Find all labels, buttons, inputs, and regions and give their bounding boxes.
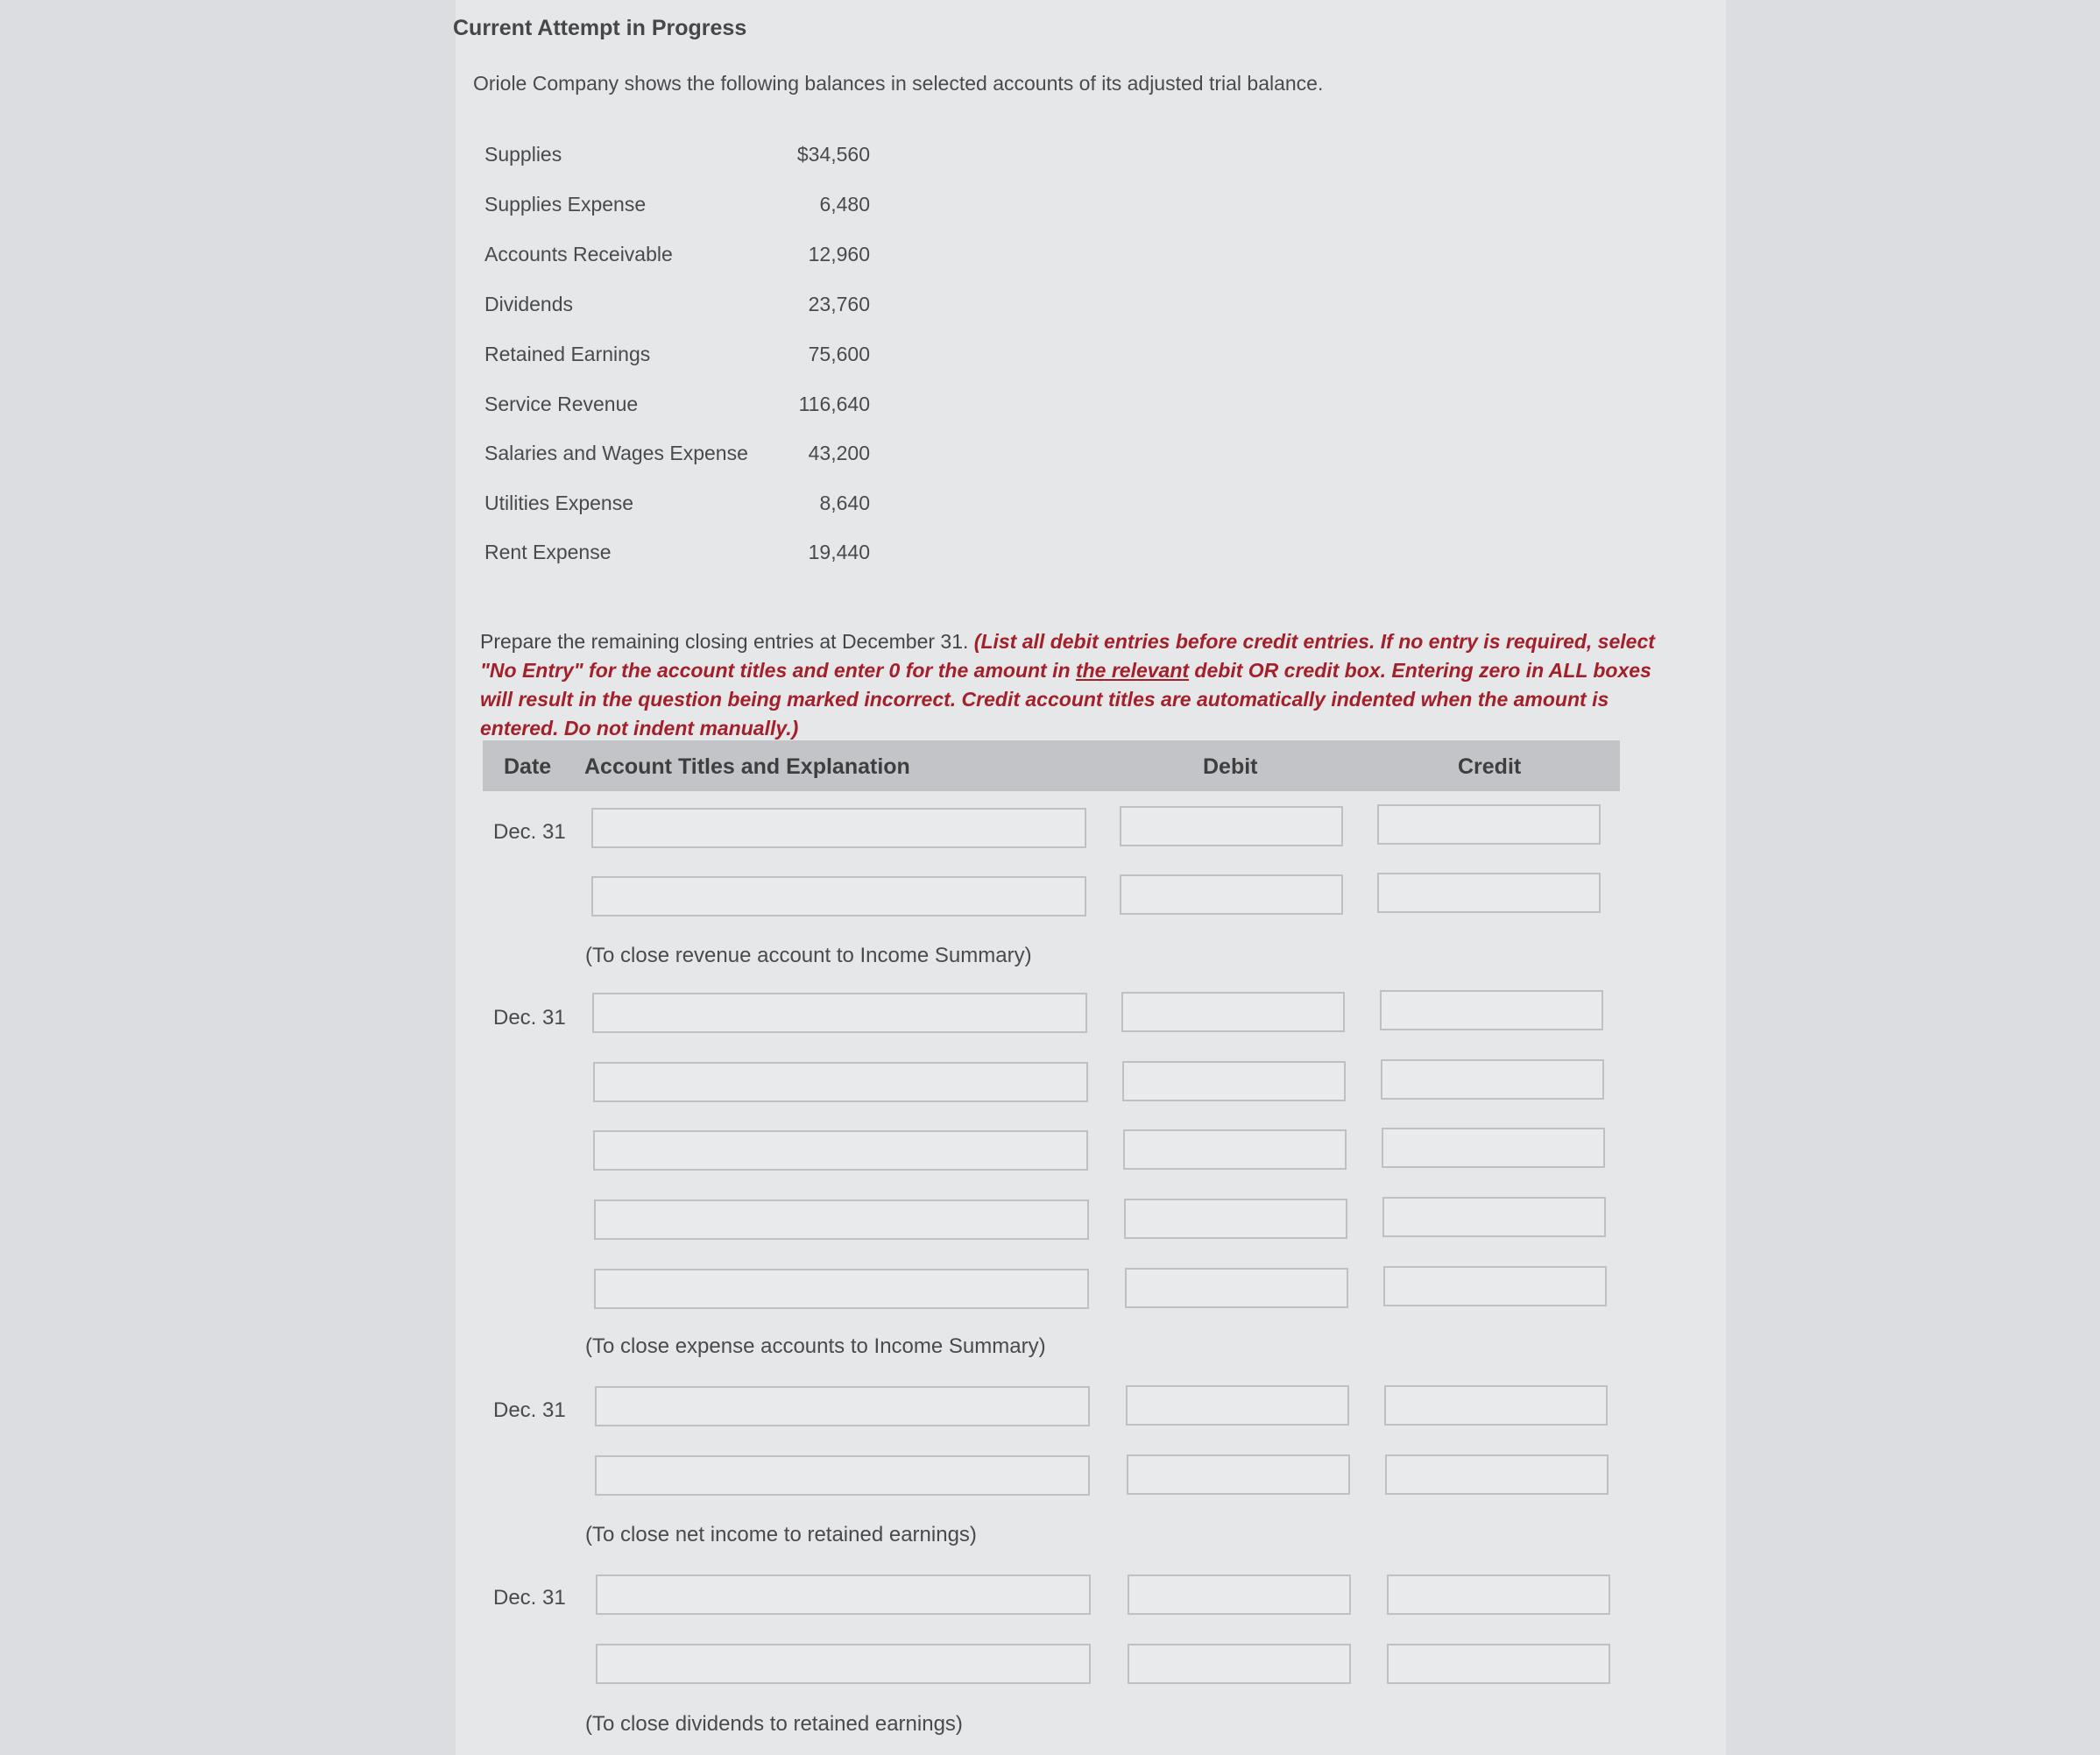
debit-field[interactable] bbox=[1128, 1644, 1351, 1684]
balance-row bbox=[484, 541, 870, 576]
debit-field[interactable] bbox=[1127, 1454, 1350, 1495]
debit-field[interactable] bbox=[1121, 992, 1345, 1032]
entry-date: Dec. 31 bbox=[493, 1398, 566, 1422]
balance-account: Service Revenue bbox=[484, 393, 639, 415]
instructions-red-b: debit OR credit box. Entering zero in ALL boxes will result in the question being marked incorrect. Credit account titles are automatically indented when the amount is entered. Do not indent manually.) bbox=[480, 659, 1651, 740]
account-title-field[interactable] bbox=[596, 1575, 1091, 1615]
credit-field[interactable] bbox=[1382, 1128, 1605, 1168]
instructions bbox=[480, 627, 1689, 743]
instructions-red-underline: the relevant bbox=[1075, 659, 1190, 682]
balance-account: Rent Expense bbox=[484, 541, 612, 563]
account-title-field[interactable] bbox=[592, 993, 1087, 1033]
debit-field[interactable] bbox=[1122, 1061, 1346, 1101]
credit-field[interactable] bbox=[1387, 1644, 1610, 1684]
balance-row bbox=[484, 293, 870, 328]
entry-date: Dec. 31 bbox=[493, 1006, 566, 1030]
debit-field[interactable] bbox=[1126, 1385, 1349, 1426]
balance-account: Dividends bbox=[484, 293, 573, 315]
balance-account: Salaries and Wages Expense bbox=[484, 442, 748, 464]
account-title-field[interactable] bbox=[593, 1130, 1088, 1171]
balance-amount: 43,200 bbox=[808, 442, 870, 464]
balance-row bbox=[484, 393, 870, 428]
balance-account: Accounts Receivable bbox=[484, 243, 673, 265]
debit-field[interactable] bbox=[1124, 1199, 1347, 1239]
debit-field[interactable] bbox=[1120, 806, 1343, 846]
credit-field[interactable] bbox=[1383, 1266, 1607, 1306]
balance-amount: 6,480 bbox=[819, 193, 870, 216]
entry-explanation: (To close dividends to retained earnings) bbox=[585, 1712, 963, 1736]
instructions-red-a: (List all debit entries before credit entries. If no entry is required, select "No Entry" for the account titles and enter 0 for the amount in bbox=[480, 630, 1655, 682]
header-debit: Debit bbox=[1203, 754, 1258, 779]
credit-field[interactable] bbox=[1384, 1385, 1608, 1426]
balance-row bbox=[484, 442, 870, 477]
entry-date: Dec. 31 bbox=[493, 1586, 566, 1610]
balance-amount: 23,760 bbox=[808, 293, 870, 315]
balance-row bbox=[484, 492, 870, 527]
debit-field[interactable] bbox=[1123, 1129, 1347, 1170]
header-credit: Credit bbox=[1458, 754, 1522, 779]
balance-amount: $34,560 bbox=[796, 143, 870, 166]
account-title-field[interactable] bbox=[596, 1644, 1091, 1684]
entry-explanation: (To close net income to retained earnings) bbox=[585, 1523, 977, 1546]
instructions-plain: Prepare the remaining closing entries at December 31. bbox=[480, 630, 974, 653]
balance-account: Retained Earnings bbox=[484, 343, 651, 365]
intro-text: Oriole Company shows the following balances in selected accounts of its adjusted trial balance. bbox=[473, 72, 1324, 95]
balance-account: Supplies bbox=[484, 143, 562, 166]
credit-field[interactable] bbox=[1377, 804, 1601, 845]
credit-field[interactable] bbox=[1381, 1059, 1604, 1100]
balance-amount: 12,960 bbox=[808, 243, 870, 265]
debit-field[interactable] bbox=[1125, 1268, 1348, 1308]
credit-field[interactable] bbox=[1380, 990, 1603, 1030]
balance-account: Utilities Expense bbox=[484, 492, 634, 514]
credit-field[interactable] bbox=[1377, 873, 1601, 913]
balance-row bbox=[484, 193, 870, 228]
account-title-field[interactable] bbox=[595, 1386, 1090, 1426]
debit-field[interactable] bbox=[1128, 1575, 1351, 1615]
account-title-field[interactable] bbox=[594, 1199, 1089, 1240]
debit-field[interactable] bbox=[1120, 874, 1343, 915]
balance-amount: 19,440 bbox=[808, 541, 870, 563]
entry-explanation: (To close revenue account to Income Summary) bbox=[585, 944, 1032, 967]
balance-account: Supplies Expense bbox=[484, 193, 647, 216]
balance-row bbox=[484, 243, 870, 278]
entry-date: Dec. 31 bbox=[493, 820, 566, 844]
balance-row bbox=[484, 343, 870, 378]
balance-row bbox=[484, 143, 870, 178]
journal-table-header bbox=[483, 740, 1620, 791]
account-title-field[interactable] bbox=[594, 1269, 1089, 1309]
balance-amount: 116,640 bbox=[798, 393, 870, 415]
credit-field[interactable] bbox=[1387, 1575, 1610, 1615]
header-account: Account Titles and Explanation bbox=[584, 754, 910, 779]
entry-explanation: (To close expense accounts to Income Summary) bbox=[585, 1334, 1046, 1358]
credit-field[interactable] bbox=[1385, 1454, 1609, 1495]
credit-field[interactable] bbox=[1382, 1197, 1606, 1237]
balance-amount: 75,600 bbox=[808, 343, 870, 365]
account-title-field[interactable] bbox=[591, 808, 1086, 848]
account-title-field[interactable] bbox=[593, 1062, 1088, 1102]
balance-amount: 8,640 bbox=[819, 492, 870, 514]
attempt-title: Current Attempt in Progress bbox=[453, 16, 747, 40]
header-date: Date bbox=[504, 754, 552, 779]
account-title-field[interactable] bbox=[595, 1455, 1090, 1496]
account-title-field[interactable] bbox=[591, 876, 1086, 916]
